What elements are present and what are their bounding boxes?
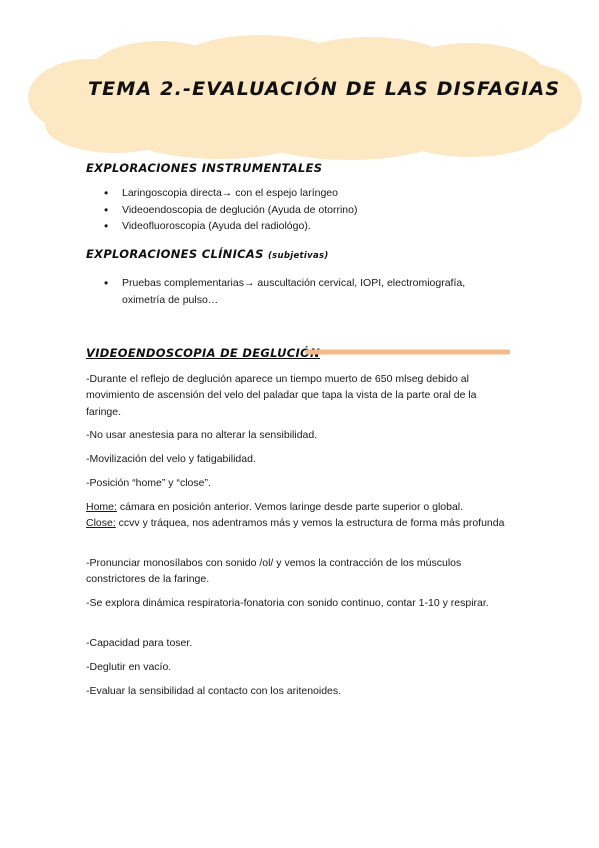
paragraph: -Se explora dinámica respiratoria-fonatoria con sonido continuo, contar 1-10 y respirar. [86,597,489,609]
paragraph: -Pronunciar monosílabos con sonido /ol/ y vemos la contracción de los músculos constrictores de la faringe. [86,557,462,586]
close-text: ccvv y tráquea, nos adentramos más y vemos la estructura de forma más profunda [115,517,505,530]
list-item: • Pruebas complementarias→ auscultación cervical, IOPI, electromiografía, oximetría de pulso… [104,275,504,308]
paragraph: -No usar anestesia para no alterar la sensibilidad. [86,429,318,441]
list-item: • Laringoscopia directa→ con el espejo laríngeo [104,185,357,202]
videoendoscopy-heading: VIDEOENDOSCOPIA DE DEGLUCIÓN [86,346,321,360]
list-item: • Videoendoscopia de deglución (Ayuda de otorrino) [104,202,357,219]
instrumental-list [104,185,357,235]
clinical-heading-note: (subjetivas) [268,251,329,261]
paragraph: -Durante el reflejo de deglución aparece un tiempo muerto de 650 mlseg debido al movimiento de ascensión del velo del paladar que tapa la vista de la parte oral de la faringe. [86,373,477,418]
home-close-paragraph [86,499,506,532]
page-title: TEMA 2.-EVALUACIÓN DE LAS DISFAGIAS [88,78,561,100]
home-text: cámara en posición anterior. Vemos laringe desde parte superior o global. [116,501,464,513]
clinical-list [104,275,504,308]
instrumental-heading: EXPLORACIONES INSTRUMENTALES [86,161,323,175]
paragraph: -Movilización del velo y fatigabilidad. [86,453,256,465]
clinical-heading [86,247,329,261]
paragraph: -Evaluar la sensibilidad al contacto con los aritenoides. [86,685,342,697]
home-label: Home: [86,501,117,513]
close-label: Close: [86,517,116,530]
list-item: • Videofluoroscopia (Ayuda del radiológo). [104,218,357,235]
highlight-stroke [305,349,510,355]
paragraph: -Capacidad para toser. [86,637,193,649]
clinical-heading-text: EXPLORACIONES CLÍNICAS [86,247,264,261]
paragraph: -Posición “home” y “close”. [86,477,211,489]
paragraph: -Deglutir en vacío. [86,661,172,673]
